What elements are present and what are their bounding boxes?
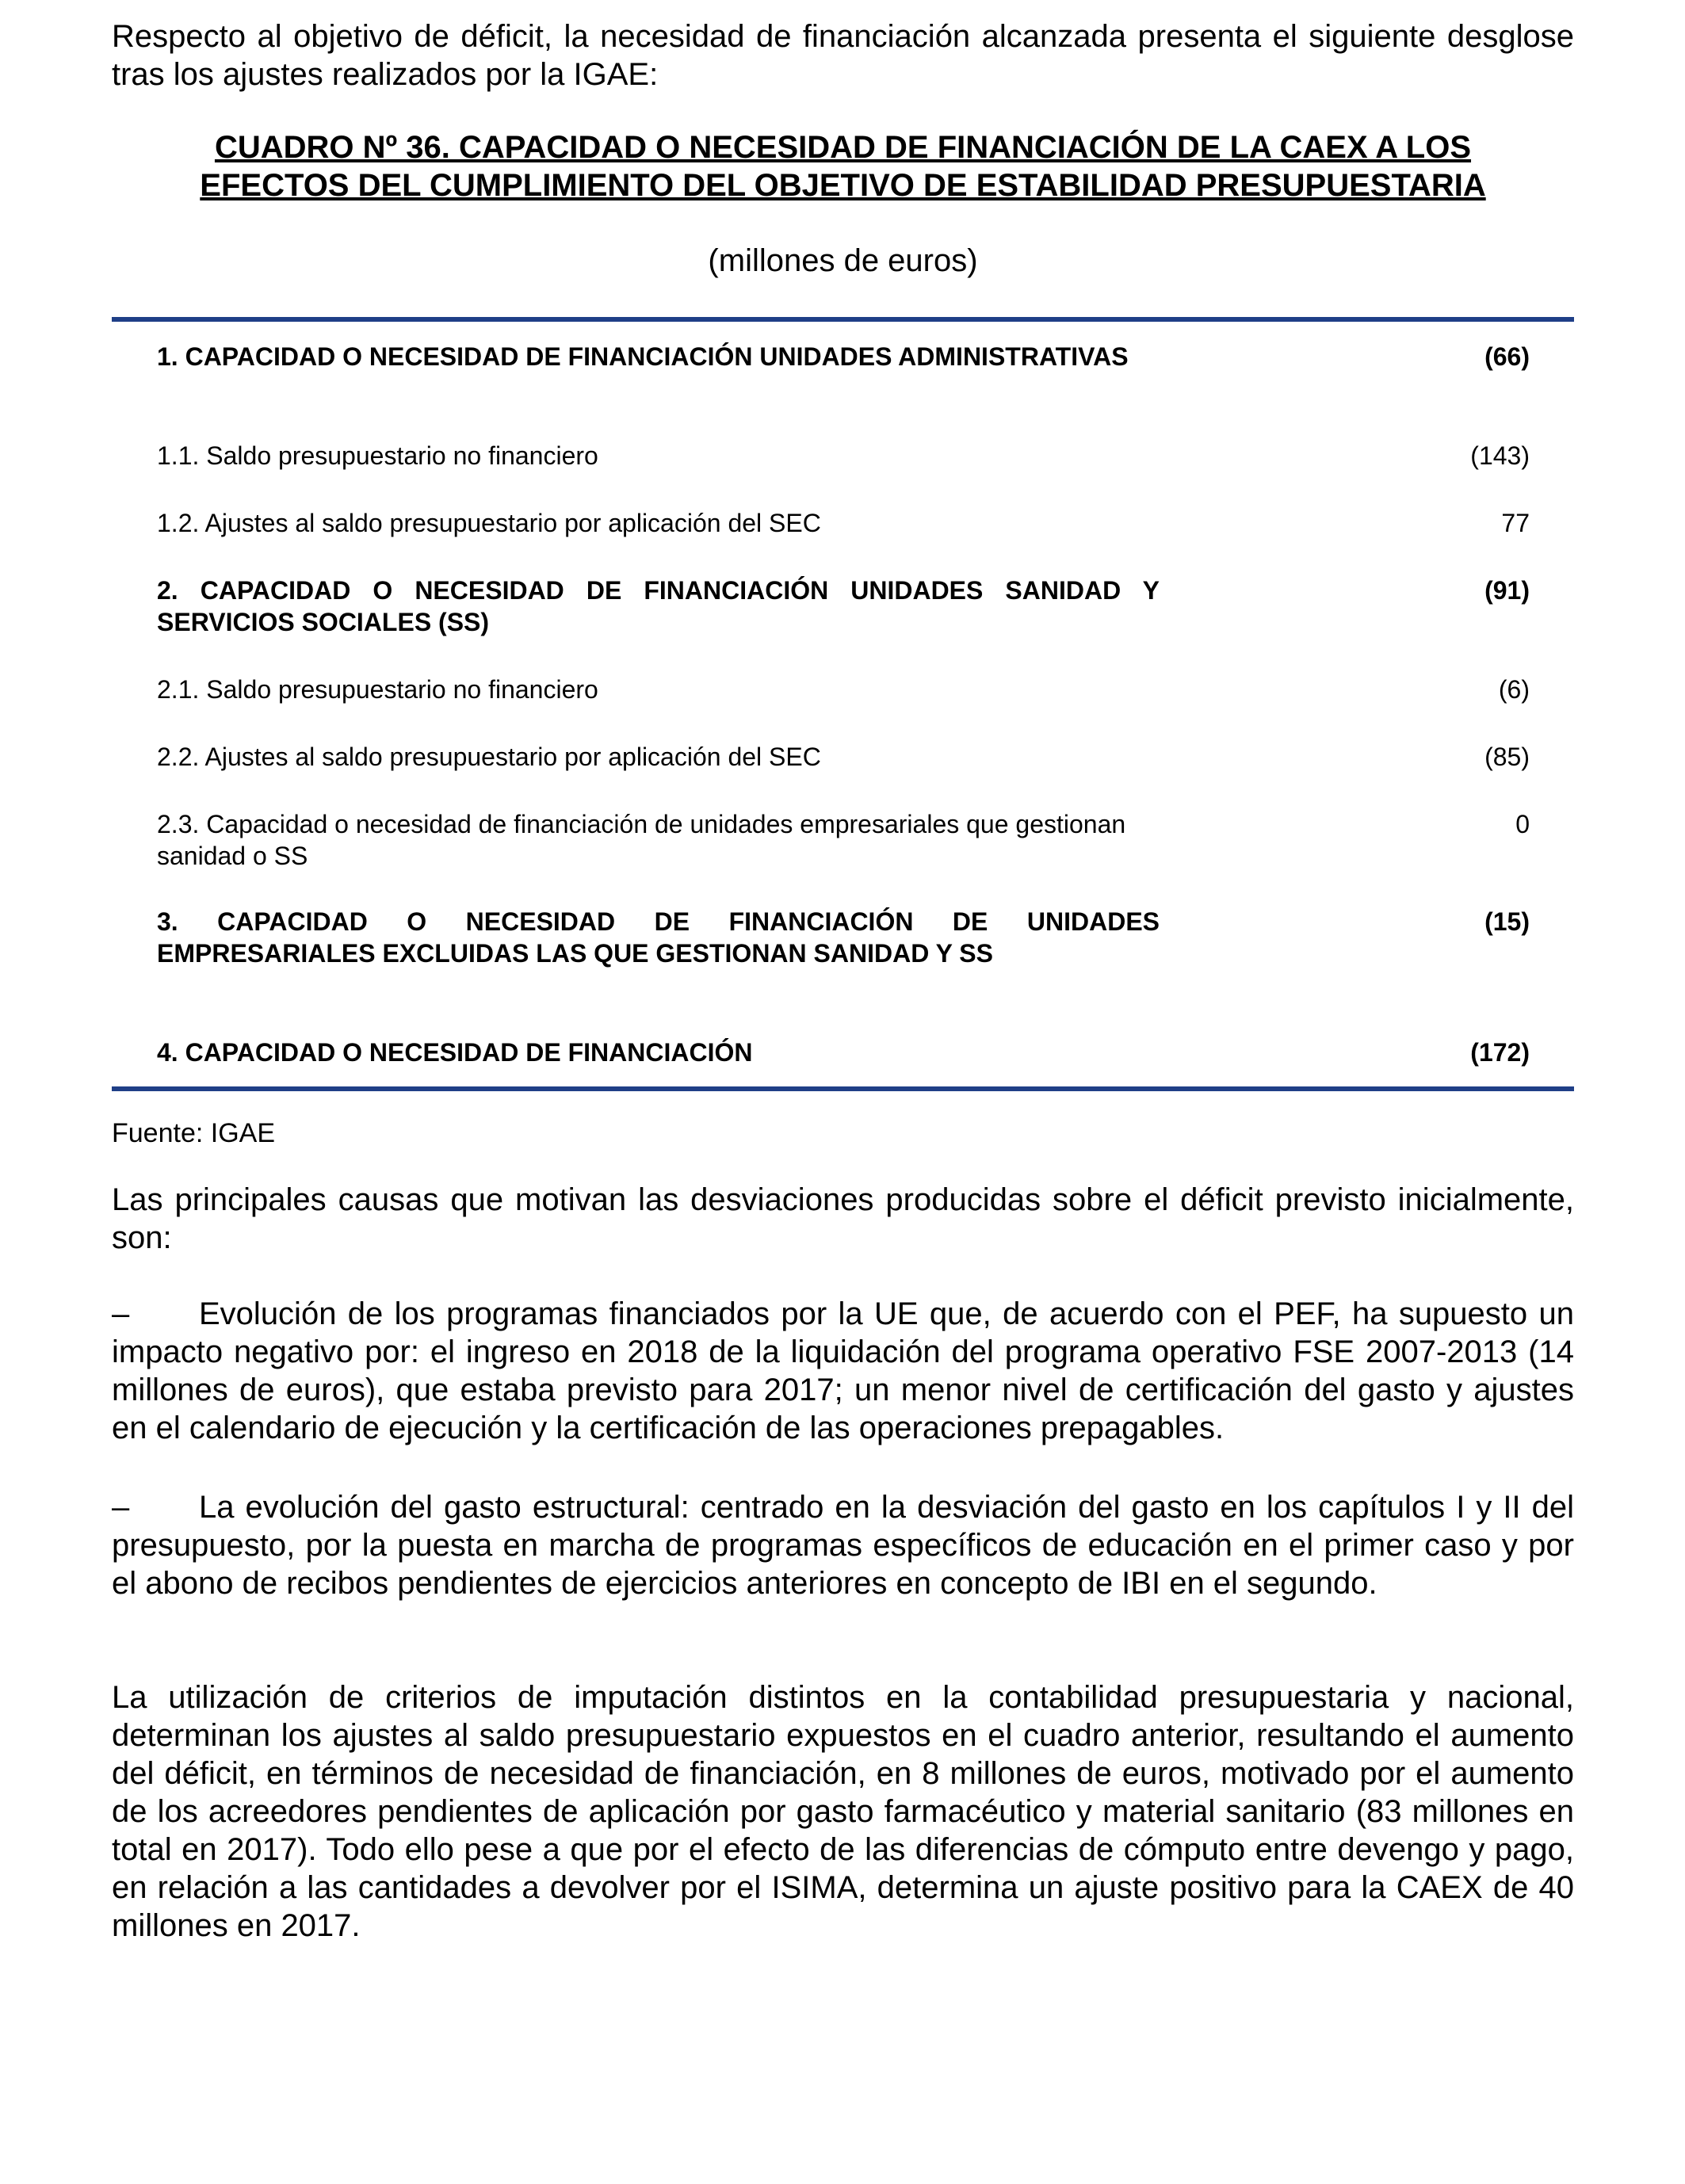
row-value: (6) (1498, 675, 1530, 704)
bullet-item (112, 1295, 1574, 1447)
row-value: (172) (1470, 1038, 1530, 1067)
table-units: (millones de euros) (708, 243, 978, 278)
intro-paragraph: Respecto al objetivo de déficit, la necesidad de financiación alcanzada presenta el siguiente desglose tras los ajustes realizados por la IGAE: (112, 19, 1574, 92)
row-value: (85) (1484, 743, 1530, 771)
table-bottom-rule (112, 1086, 1574, 1091)
closing-paragraph: La utilización de criterios de imputación distintos en la contabilidad presupuestaria y nacional, determinan los ajustes al saldo presupuestario expuestos en el cuadro anterior, resultando el aumento del déficit, en términos de necesidad de financiación, en 8 millones de euros, motivado por el aumento de los acreedores pendientes de aplicación por gasto farmacéutico y material sanitario (83 millones en total en 2017). Todo ello pese a que por el efecto de las diferencias de cómputo entre devengo y pago, en relación a las cantidades a devolver por el ISIMA, determina un ajuste positivo para la CAEX de 40 millones en 2017. (112, 1680, 1574, 1943)
row-value: 77 (1501, 509, 1530, 537)
row-label: 3. CAPACIDAD O NECESIDAD DE FINANCIACIÓN DE UNIDADES EMPRESARIALES EXCLUIDAS LAS QUE GESTIONAN SANIDAD Y SS (157, 907, 1160, 968)
bullet-text: Evolución de los programas financiados por la UE que, de acuerdo con el PEF, ha supuesto un impacto negativo por: el ingreso en 2018 de la liquidación del programa operativo FSE 2007-2013 (14 millones de euros), que estaba previsto para 2017; un menor nivel de certificación del gasto y ajustes en el calendario de ejecución y la certificación de las operaciones prepagables. (112, 1296, 1574, 1445)
row-value: (15) (1484, 907, 1530, 936)
bullet-item (112, 1488, 1574, 1602)
table-top-rule (112, 317, 1574, 322)
table-title-line-1: CUADRO Nº 36. CAPACIDAD O NECESIDAD DE FINANCIACIÓN DE LA CAEX A LOS (214, 130, 1472, 165)
table-title-line-2: EFECTOS DEL CUMPLIMIENTO DEL OBJETIVO DE ESTABILIDAD PRESUPUESTARIA (200, 168, 1486, 203)
row-label: 1.2. Ajustes al saldo presupuestario por aplicación del SEC (157, 509, 821, 537)
dash-marker: – (112, 1296, 130, 1331)
causes-intro-paragraph: Las principales causas que motivan las desviaciones producidas sobre el déficit previsto inicialmente, son: (112, 1182, 1574, 1255)
row-label: 1. CAPACIDAD O NECESIDAD DE FINANCIACIÓN UNIDADES ADMINISTRATIVAS (157, 342, 1129, 371)
row-label: 4. CAPACIDAD O NECESIDAD DE FINANCIACIÓN (157, 1038, 753, 1067)
row-label: 2.3. Capacidad o necesidad de financiación de unidades empresariales que gestionan sanidad o SS (157, 810, 1126, 870)
row-label: 2. CAPACIDAD O NECESIDAD DE FINANCIACIÓN UNIDADES SANIDAD Y SERVICIOS SOCIALES (SS) (157, 576, 1160, 636)
table-source: Fuente: IGAE (112, 1118, 275, 1148)
row-value: 0 (1515, 810, 1530, 838)
row-label: 2.1. Saldo presupuestario no financiero (157, 675, 598, 704)
dash-marker: – (112, 1490, 130, 1525)
row-label: 2.2. Ajustes al saldo presupuestario por aplicación del SEC (157, 743, 821, 771)
row-label: 1.1. Saldo presupuestario no financiero (157, 441, 598, 470)
row-value: (66) (1484, 342, 1530, 371)
row-value: (91) (1484, 576, 1530, 605)
bullet-text: La evolución del gasto estructural: centrado en la desviación del gasto en los capítulos I y II del presupuesto, por la puesta en marcha de programas específicos de educación en el primer caso y por el abono de recibos pendientes de ejercicios anteriores en concepto de IBI en el segundo. (112, 1490, 1574, 1601)
row-value: (143) (1470, 441, 1530, 470)
